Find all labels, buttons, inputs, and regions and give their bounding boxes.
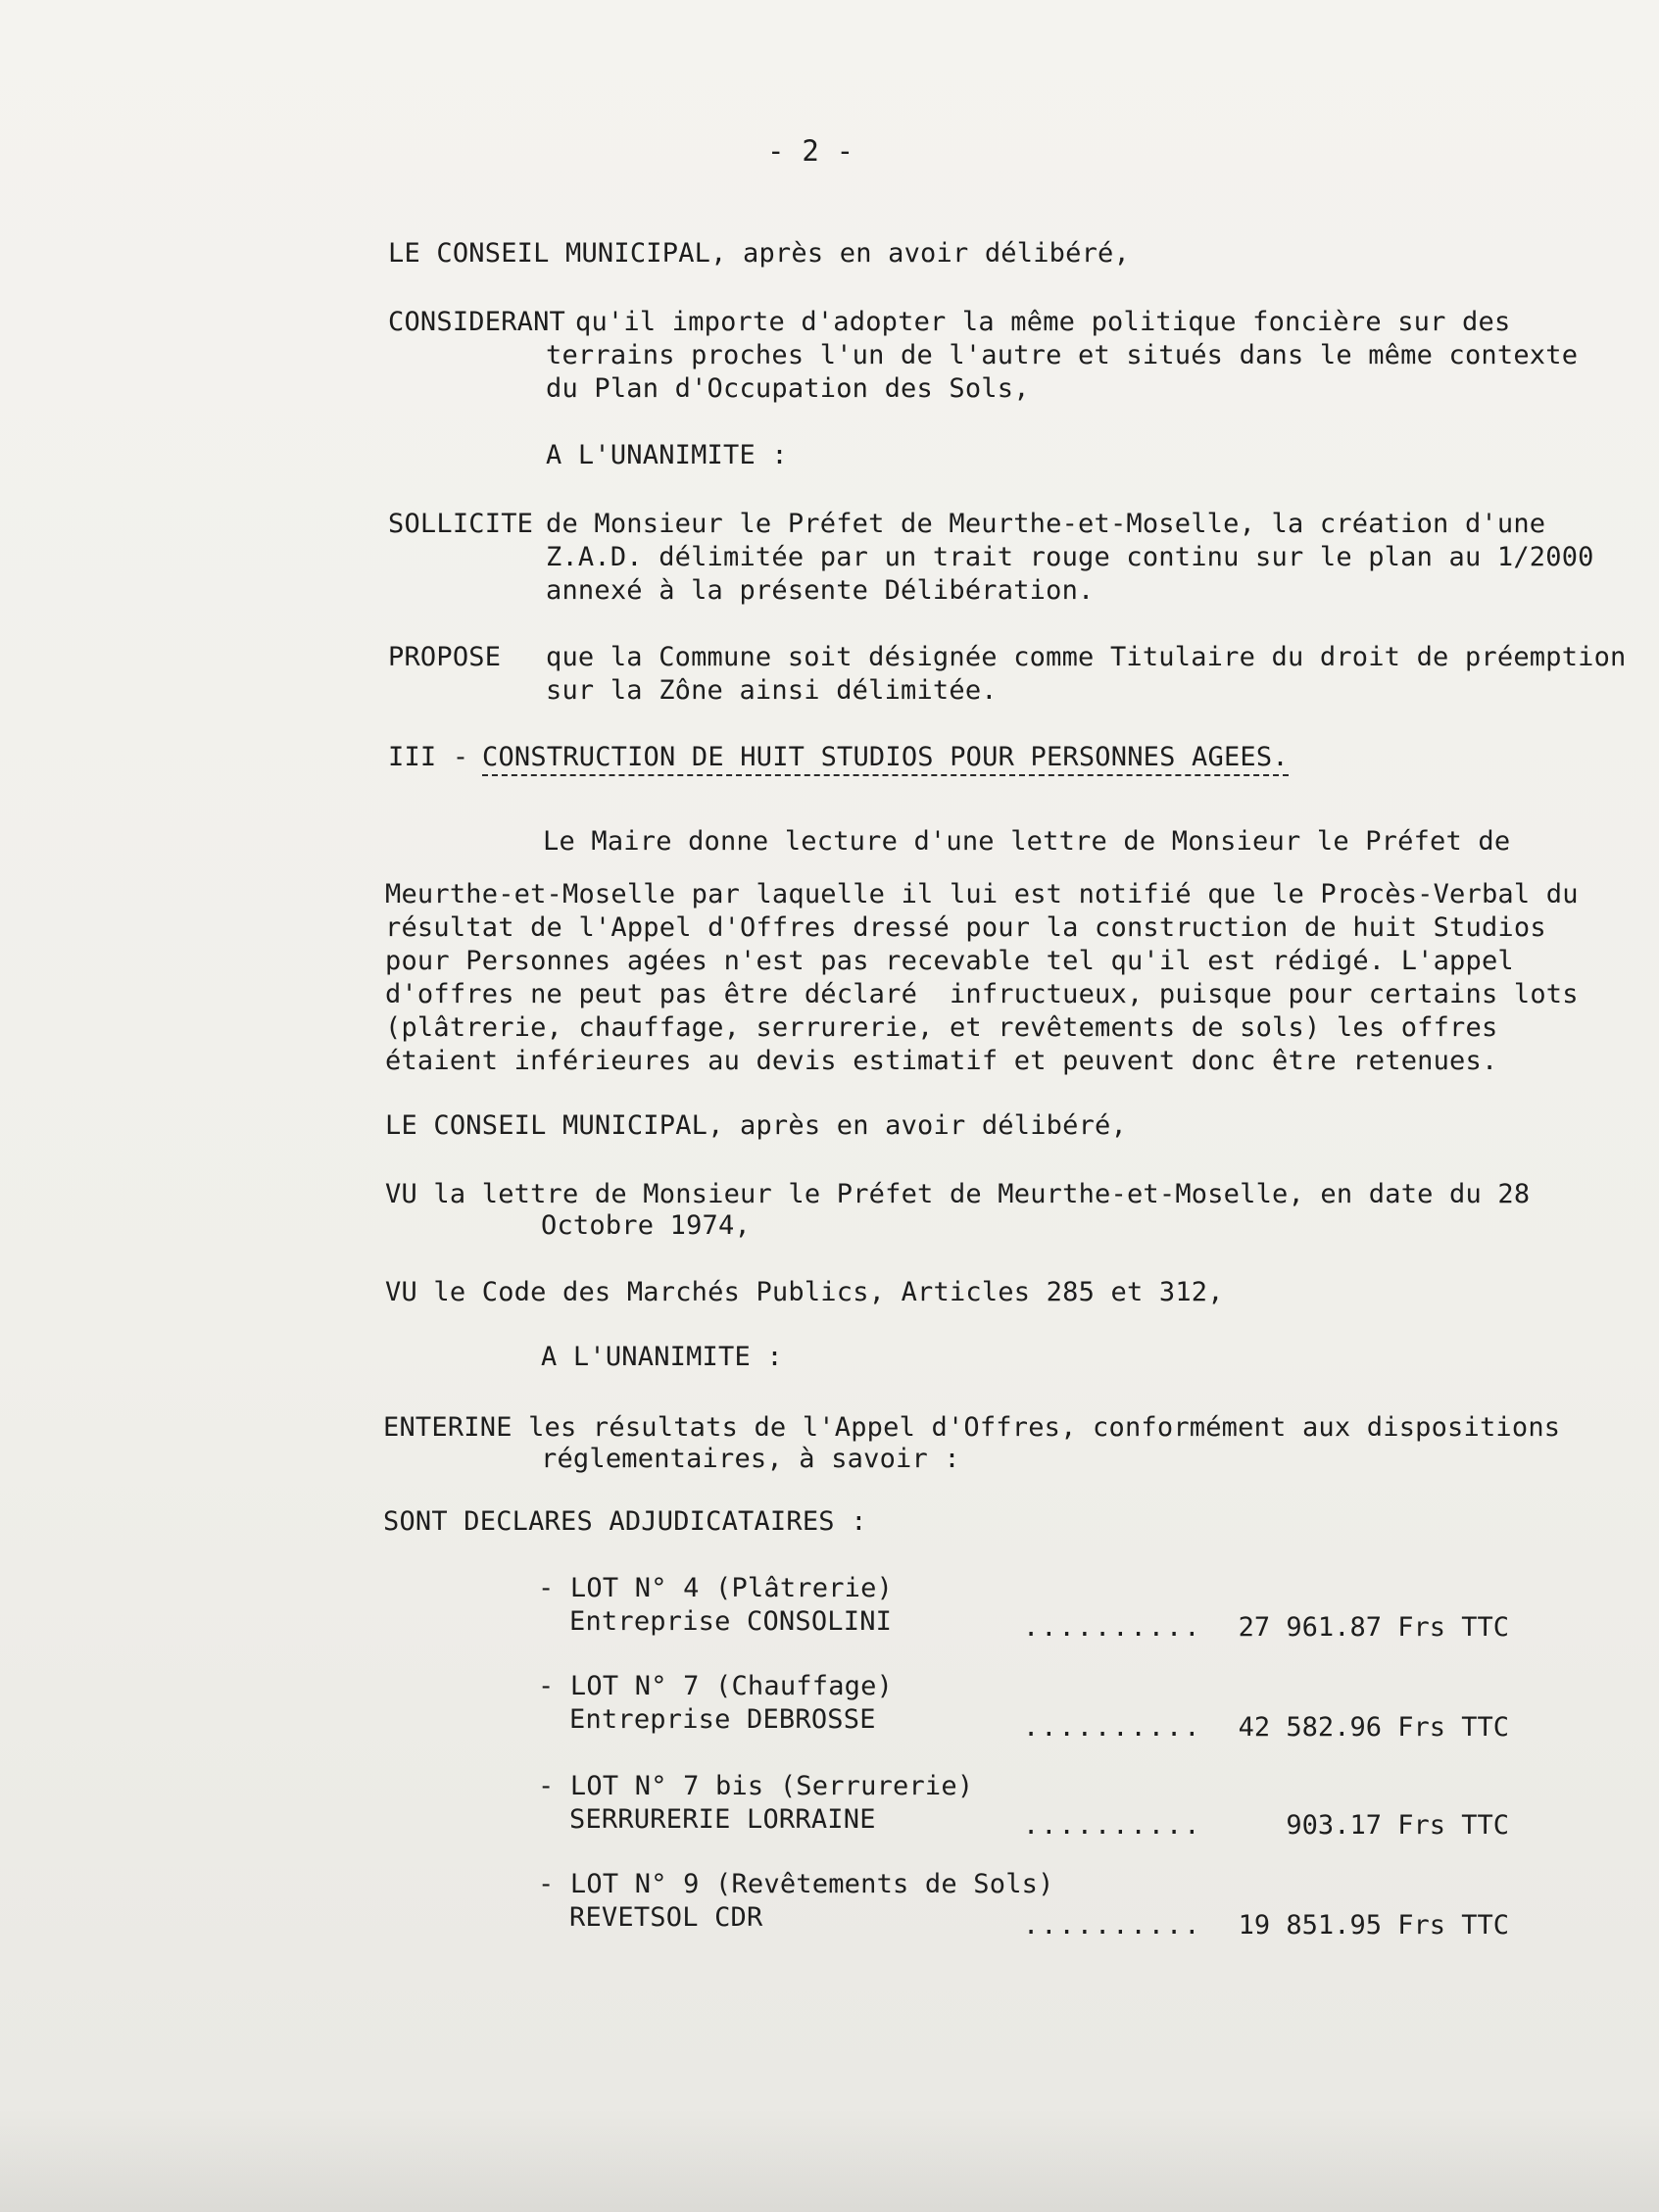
section3-number: III - [388,742,469,772]
considerant-text-1: qu'il importe d'adopter la même politique foncière sur des [575,307,1511,337]
lot-4-title: - LOT N° 4 (Plâtrerie) [538,1573,894,1603]
lot-4-company: Entreprise CONSOLINI [569,1606,893,1637]
maire-text-7: étaient inférieures au devis estimatif et peuvent donc être retenues. [385,1046,1498,1076]
vu-lettre-1: VU la lettre de Monsieur le Préfet de Meurthe-et-Moselle, en date du 28 [385,1179,1531,1209]
maire-text-2: Meurthe-et-Moselle par laquelle il lui est notifié que le Procès-Verbal du [385,879,1579,909]
maire-text-3: résultat de l'Appel d'Offres dressé pour la construction de huit Studios [385,912,1546,943]
propose-label: PROPOSE [388,642,502,672]
conseil-heading-2: LE CONSEIL MUNICIPAL, après en avoir délibéré, [385,1110,1127,1141]
lot-9-leader-dots: .......... [1023,1910,1202,1941]
lot-7bis-company: SERRURERIE LORRAINE [569,1804,876,1835]
adjudicataires-heading: SONT DECLARES ADJUDICATAIRES : [383,1506,867,1537]
propose-text-1: que la Commune soit désignée comme Titulaire du droit de préemption [546,642,1627,672]
lot-7bis-title: - LOT N° 7 bis (Serrurerie) [538,1771,974,1801]
sollicite-text-2: Z.A.D. délimitée par un trait rouge continu sur le plan au 1/2000 [546,542,1594,572]
page-shadow [0,2107,1659,2212]
page-number: - 2 - [767,134,854,168]
maire-text-6: (plâtrerie, chauffage, serrurerie, et revêtements de sols) les offres [385,1012,1498,1043]
maire-text-4: pour Personnes agées n'est pas recevable tel qu'il est rédigé. L'appel [385,946,1514,976]
lot-9-amount: 19 851.95 Frs TTC [1238,1910,1509,1941]
sollicite-text-1: de Monsieur le Préfet de Meurthe-et-Moselle, la création d'une [546,509,1546,539]
section3-title: CONSTRUCTION DE HUIT STUDIOS POUR PERSONNES AGEES. [482,741,1289,776]
considerant-label: CONSIDERANT [388,307,566,337]
lot-7-company: Entreprise DEBROSSE [569,1704,876,1735]
lot-7bis-amount: 903.17 Frs TTC [1286,1810,1509,1841]
considerant-text-2: terrains proches l'un de l'autre et situés dans le même contexte [546,340,1579,370]
conseil-heading-1: LE CONSEIL MUNICIPAL, après en avoir délibéré, [388,238,1130,269]
lot-7-amount: 42 582.96 Frs TTC [1238,1712,1509,1743]
lot-4-amount: 27 961.87 Frs TTC [1238,1612,1509,1643]
sollicite-text-3: annexé à la présente Délibération. [546,575,1095,606]
enterine-text-1: ENTERINE les résultats de l'Appel d'Offres, conformément aux dispositions [383,1412,1561,1443]
considerant-text-3: du Plan d'Occupation des Sols, [546,373,1030,404]
sollicite-label: SOLLICITE [388,509,534,539]
vu-lettre-2: Octobre 1974, [541,1210,751,1241]
unanimite-1: A L'UNANIMITE : [546,440,788,470]
lot-7-leader-dots: .......... [1023,1712,1202,1743]
lot-4-leader-dots: .......... [1023,1612,1202,1643]
maire-text-5: d'offres ne peut pas être déclaré infructueux, puisque pour certains lots [385,979,1579,1009]
maire-text-1: Le Maire donne lecture d'une lettre de Monsieur le Préfet de [543,826,1511,857]
lot-7bis-leader-dots: .......... [1023,1810,1202,1841]
enterine-text-2: réglementaires, à savoir : [541,1444,960,1474]
unanimite-2: A L'UNANIMITE : [541,1342,783,1372]
propose-text-2: sur la Zône ainsi délimitée. [546,675,998,706]
lot-9-title: - LOT N° 9 (Revêtements de Sols) [538,1869,1054,1899]
lot-9-company: REVETSOL CDR [569,1902,763,1933]
vu-code: VU le Code des Marchés Publics, Articles 285 et 312, [385,1277,1224,1307]
lot-7-title: - LOT N° 7 (Chauffage) [538,1671,894,1701]
